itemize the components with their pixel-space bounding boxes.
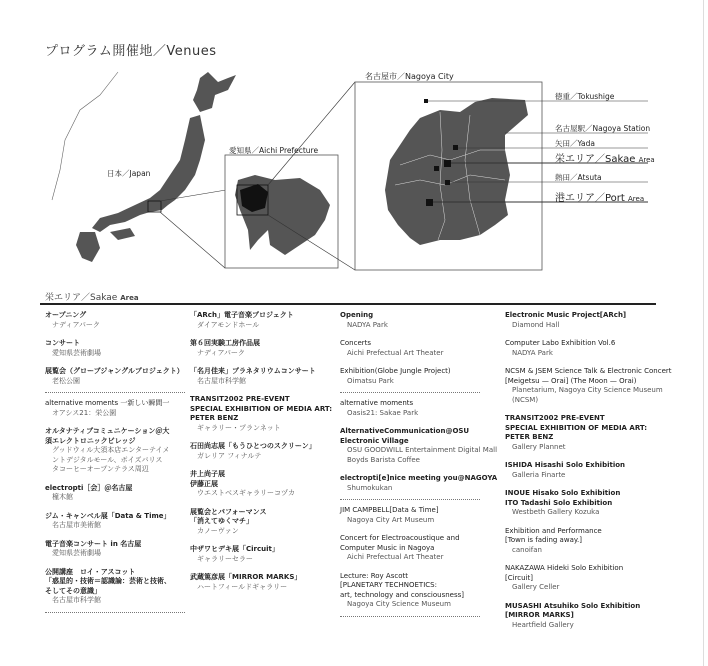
marker-sakae: [444, 160, 451, 167]
venue-name: 名古屋市美術館: [52, 521, 101, 529]
page-title: プログラム開催地／Venues: [45, 44, 217, 59]
japan-map: [52, 72, 236, 262]
venue-entry: [45, 427, 190, 475]
shikoku-shape: [110, 228, 135, 240]
venue-entry: [340, 427, 500, 465]
event-title: 石田尚志展「もうひとつのスクリーン」: [190, 442, 316, 450]
venue-entry: [340, 506, 500, 525]
dotted-divider: [340, 392, 480, 393]
venue-name: ナディアパーク: [197, 348, 245, 357]
event-title: オープニング: [45, 311, 87, 319]
event-title: MUSASHI Atsuhiko Solo Exhibition: [505, 601, 641, 610]
venue-name: Diamond Hall: [512, 320, 560, 329]
venue-name: OSU GOODWILL Entertainment Digital Mall: [347, 446, 498, 454]
location-area: Area: [628, 195, 645, 203]
venue-name: Shumokukan: [347, 483, 393, 492]
location-port: [555, 189, 644, 204]
venue-entry: [190, 395, 340, 433]
marker-tokushige: [424, 99, 428, 103]
venue-name: ガレリア フィナルテ: [197, 451, 262, 460]
event-title: SPECIAL EXHIBITION OF MEDIA ART:: [190, 404, 333, 413]
venue-entry: [190, 508, 340, 537]
section-title: 栄エリア／Sakae: [45, 293, 118, 303]
venue-name: Oasis21: Sakae Park: [347, 408, 419, 417]
event-title: [PLANETARY TECHNOETICS:: [340, 581, 437, 589]
venue-name: 名古屋市科学館: [52, 596, 101, 604]
event-title: ジム・キャンベル展「Data & Time」: [45, 511, 171, 520]
venue-entry: [340, 311, 500, 330]
location-tokushige: [555, 91, 614, 102]
venue-entry: [505, 367, 675, 405]
venue-name: タコーヒーオープンテラス周辺: [52, 465, 149, 473]
venue-name: NADYA Park: [347, 320, 388, 329]
venue-name: (NCSM): [512, 395, 539, 404]
venue-name: 名古屋市科学館: [197, 376, 246, 385]
event-title: 「消えてゆくマチ」: [190, 517, 253, 525]
event-title: Computer Music in Nagoya: [340, 543, 435, 552]
venue-entry: [340, 474, 500, 493]
event-title: Lecture: Roy Ascott: [340, 571, 408, 580]
event-title: オルタナティブコミュニケーション＠大: [45, 427, 170, 435]
event-title: TRANSIT2002 PRE-EVENT: [505, 414, 605, 422]
aichi-map: [225, 155, 338, 268]
event-title: Concerts: [340, 339, 372, 347]
event-title: 電子音楽コンサート in 名古屋: [45, 539, 142, 548]
nagoya-map: [355, 82, 542, 270]
venue-entry: [45, 484, 190, 503]
venue-entry: [505, 311, 675, 330]
location-label: 徳重／Tokushige: [555, 92, 615, 101]
marker-atsuta: [445, 180, 450, 185]
venue-entry: [45, 540, 190, 559]
venue-name: ギャラリー・プランネット: [197, 423, 281, 432]
event-title: Concert for Electroacoustique and: [340, 534, 460, 542]
event-title: PETER BENZ: [505, 433, 554, 441]
venue-name: ダイアモンドホール: [197, 320, 260, 329]
event-title: NAKAZAWA Hideki Solo Exhibition: [505, 564, 624, 572]
venue-entry: [190, 367, 340, 386]
event-title: 須エレクトロニックビレッジ: [45, 436, 136, 445]
page-edge: [703, 0, 704, 666]
venue-entry: [190, 311, 340, 330]
venue-entry: [505, 489, 675, 518]
dotted-divider: [340, 499, 480, 500]
venue-name: ナディアパーク: [52, 320, 100, 329]
event-title: alternative moments 一新しい瞬間一: [45, 399, 170, 407]
venue-name: 橦木館: [52, 493, 73, 501]
venue-name: ウエストベスギャラリーコヅカ: [197, 489, 295, 497]
venue-name: Gallery Plannet: [512, 442, 566, 451]
venue-entry: [45, 367, 190, 386]
event-title: ISHIDA Hisashi Solo Exhibition: [505, 461, 626, 469]
venue-column-jp-1: [45, 311, 190, 619]
location-atsuta: [555, 172, 602, 183]
venue-name: Boyds Barista Coffee: [347, 455, 420, 464]
venue-name: ギャラリーセラー: [197, 554, 253, 563]
location-nagoya-station: [555, 123, 650, 134]
venue-name: カノーヴァン: [197, 526, 239, 535]
marker-port: [426, 199, 433, 206]
event-title: INOUE Hisako Solo Exhibition: [505, 489, 621, 497]
venue-entry: [190, 545, 340, 564]
event-title: 展覧会（グローブジャングルプロジェクト）: [45, 367, 184, 375]
event-title: alternative moments: [340, 399, 414, 407]
venue-name: NADYA Park: [512, 348, 553, 357]
venue-entry: [190, 442, 340, 461]
event-title: [Town is fading away.]: [505, 536, 582, 544]
event-title: ITO Tadashi Solo Exhibition: [505, 498, 613, 507]
location-label: 矢田／Yada: [555, 139, 596, 148]
venue-name: 愛知県芸術劇場: [52, 549, 101, 557]
venue-name: Planetarium, Nagoya City Science Museum: [512, 386, 663, 394]
venue-name: ハートフィールドギャラリー: [197, 582, 288, 591]
location-area: Area: [638, 156, 655, 164]
event-title: 伊藤正展: [190, 479, 218, 488]
venue-name: 愛知県芸術劇場: [52, 348, 101, 357]
venue-name: Aichi Prefectual Art Theater: [347, 348, 444, 357]
dotted-divider: [45, 612, 185, 613]
venue-entry: [340, 339, 500, 358]
event-title: JIM CAMPBELL[Data & Time]: [340, 506, 439, 514]
event-title: 公開講座 ロイ・アスコット: [45, 567, 136, 576]
venue-entry: [505, 339, 675, 358]
event-title: Exhibition(Globe Jungle Project): [340, 367, 451, 375]
venue-name: 老松公園: [52, 376, 80, 385]
event-title: 「ARch」電子音楽プロジェクト: [190, 311, 294, 319]
venue-entry: [340, 399, 500, 418]
event-title: 「惑星的・技術＝認識論：芸術と技術、: [45, 577, 171, 585]
venue-entry: [505, 527, 675, 556]
location-label: 熱田／Atsuta: [555, 173, 602, 182]
venue-entry: [340, 572, 500, 610]
venue-column-jp-2: [190, 311, 340, 601]
venue-entry: [45, 311, 190, 330]
event-title: SPECIAL EXHIBITION OF MEDIA ART:: [505, 423, 648, 432]
event-title: そしてその意識」: [45, 586, 101, 595]
event-title: [Circuit]: [505, 573, 533, 582]
event-title: 武蔵篤彦展「MIRROR MARKS」: [190, 573, 302, 581]
event-title: [Meigetsu — Orai] (The Moon — Orai): [505, 376, 637, 385]
nagoya-label: 名古屋市／Nagoya City: [365, 72, 454, 81]
aichi-label: 愛知県／Aichi Prefecture: [229, 146, 319, 155]
venue-name: canoifan: [512, 545, 542, 554]
venue-name: Nagoya City Science Museum: [347, 600, 451, 608]
event-title: 展覧会とパフォーマンス: [190, 507, 267, 516]
dotted-divider: [340, 616, 480, 617]
marker-yada: [453, 145, 458, 150]
venue-name: Aichi Prefectual Art Theater: [347, 553, 444, 561]
venue-entry: [340, 367, 500, 386]
section-area: Area: [120, 294, 139, 302]
event-title: 「名月佳来」プラネタリウムコンサート: [190, 367, 316, 375]
event-title: AlternativeCommunication@OSU: [340, 427, 470, 435]
event-title: Electronic Music Project[ARch]: [505, 311, 627, 319]
venue-name: Heartfield Gallery: [512, 620, 574, 629]
venue-name: オアシス21：栄公園: [52, 408, 117, 417]
venue-name: Gallery Celler: [512, 583, 560, 591]
location-sakae: [555, 150, 655, 165]
event-title: TRANSIT2002 PRE-EVENT: [190, 395, 290, 403]
event-title: NCSM & JSEM Science Talk & Electronic Concert: [505, 367, 672, 375]
mainland-coast-outline: [52, 72, 118, 200]
venue-entry: [190, 339, 340, 358]
event-title: PETER BENZ: [190, 414, 239, 422]
venue-entry: [190, 573, 340, 592]
venue-entry: [45, 568, 190, 606]
event-title: 第６回実験工房作品展: [190, 339, 260, 347]
dotted-divider: [45, 392, 185, 393]
venue-column-en-2: [505, 311, 675, 639]
venue-name: Westbeth Gallery Kozuka: [512, 508, 600, 516]
japan-label: 日本／Japan: [107, 169, 151, 178]
venue-entry: [505, 602, 675, 631]
location-label: 港エリア／Port: [555, 193, 625, 204]
event-title: Computer Labo Exhibition Vol.6: [505, 339, 616, 347]
venue-entry: [45, 339, 190, 358]
venue-entry: [190, 470, 340, 499]
event-title: art, technology and consciousness]: [340, 590, 464, 599]
venue-name: グッドウィル大須本店エンターテイメ: [52, 446, 170, 454]
event-title: [MIRROR MARKS]: [505, 611, 574, 619]
event-title: electropti［会］＠名古屋: [45, 483, 133, 492]
event-title: Exhibition and Performance: [505, 526, 602, 535]
section-rule: [40, 303, 656, 305]
marker-nagoya-station: [434, 166, 439, 171]
venue-entry: [505, 414, 675, 452]
event-title: Opening: [340, 311, 374, 319]
event-title: Electronic Village: [340, 436, 409, 445]
venue-entry: [505, 461, 675, 480]
event-title: electropti[e]nice meeting you@NAGOYA: [340, 474, 498, 482]
location-label: 栄エリア／Sakae: [555, 154, 636, 165]
location-label: 名古屋駅／Nagoya Station: [555, 124, 651, 133]
section-heading: [45, 290, 139, 303]
event-title: 井上尚子展: [190, 470, 225, 478]
kyushu-shape: [76, 232, 100, 262]
venue-name: ントデジタルモール、ボイズバリス: [52, 455, 163, 464]
venue-name: Oimatsu Park: [347, 376, 394, 385]
venue-name: Nagoya City Art Museum: [347, 515, 435, 524]
location-yada: [555, 138, 595, 149]
venue-entry: [45, 399, 190, 418]
event-title: 中ザワヒデキ展「Circuit」: [190, 545, 279, 553]
event-title: コンサート: [45, 339, 80, 347]
venue-column-en-1: [340, 311, 500, 623]
venue-name: Galleria Finarte: [512, 470, 566, 479]
venue-entry: [45, 512, 190, 531]
hokkaido-shape: [193, 72, 236, 112]
venue-entry: [505, 564, 675, 593]
venue-entry: [340, 534, 500, 563]
